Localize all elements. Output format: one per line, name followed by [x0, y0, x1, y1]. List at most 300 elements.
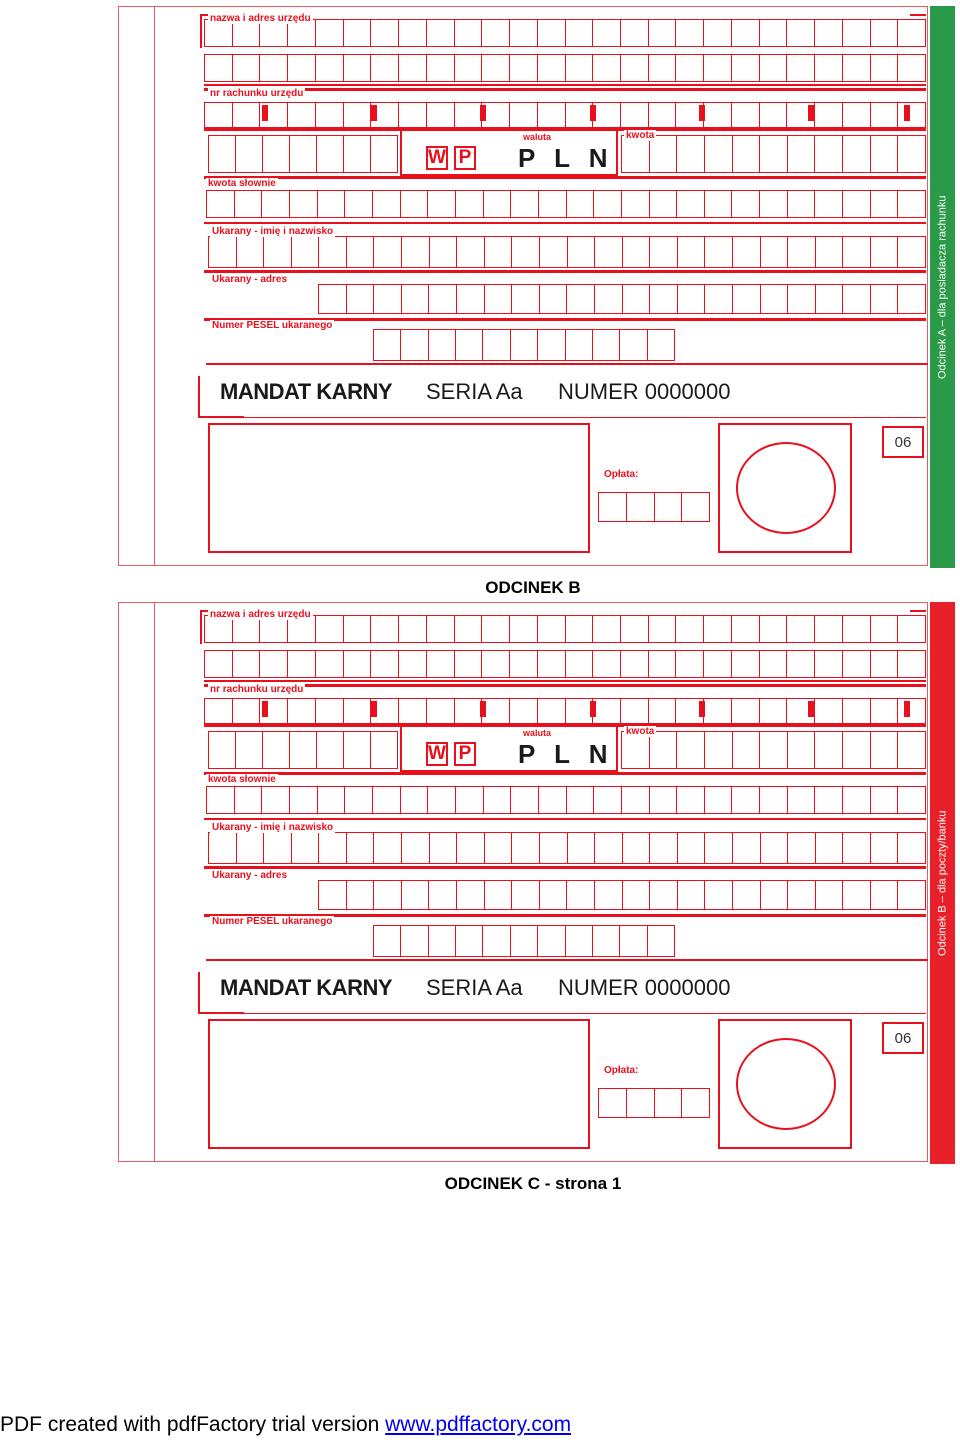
char-cell[interactable]: [540, 236, 568, 268]
char-cell[interactable]: [787, 615, 815, 643]
char-cell[interactable]: [843, 284, 871, 314]
char-cell[interactable]: [594, 190, 622, 218]
char-cell[interactable]: [733, 284, 761, 314]
char-cell[interactable]: [260, 54, 288, 82]
char-cell[interactable]: [733, 731, 761, 769]
char-cell[interactable]: [898, 135, 926, 173]
char-cell[interactable]: [264, 832, 292, 864]
char-cell[interactable]: [567, 190, 595, 218]
char-cell[interactable]: [290, 190, 318, 218]
char-cell[interactable]: [649, 615, 677, 643]
char-cell[interactable]: [898, 19, 926, 47]
char-cell[interactable]: [593, 54, 621, 82]
char-cell[interactable]: [206, 786, 235, 814]
char-cell[interactable]: [427, 54, 455, 82]
char-cell[interactable]: [347, 236, 375, 268]
char-cell[interactable]: [317, 135, 344, 173]
char-cell[interactable]: [485, 284, 513, 314]
char-cell[interactable]: [510, 54, 538, 82]
char-cell[interactable]: [761, 880, 789, 910]
char-cell[interactable]: [456, 190, 484, 218]
char-cell[interactable]: [788, 135, 816, 173]
char-cell[interactable]: [292, 236, 320, 268]
char-cell[interactable]: [678, 236, 706, 268]
char-cell[interactable]: [595, 284, 623, 314]
char-cell[interactable]: [705, 731, 733, 769]
char-cell[interactable]: [566, 615, 594, 643]
char-cell[interactable]: [316, 698, 344, 724]
char-cell[interactable]: [843, 19, 871, 47]
char-cell[interactable]: [510, 650, 538, 678]
char-cell[interactable]: [732, 786, 760, 814]
char-cell[interactable]: [871, 19, 899, 47]
char-cell[interactable]: [538, 54, 566, 82]
char-cell[interactable]: [206, 190, 235, 218]
char-cell[interactable]: [898, 786, 926, 814]
char-cell[interactable]: [457, 284, 485, 314]
char-cell[interactable]: [457, 832, 485, 864]
char-cell[interactable]: [374, 880, 402, 910]
char-cell[interactable]: [483, 925, 510, 957]
char-cell[interactable]: [676, 615, 704, 643]
char-cell[interactable]: [318, 190, 346, 218]
char-cell[interactable]: [428, 190, 456, 218]
char-cell[interactable]: [371, 615, 399, 643]
char-cell[interactable]: [427, 698, 455, 724]
char-cell[interactable]: [705, 284, 733, 314]
char-cell[interactable]: [428, 786, 456, 814]
char-cell[interactable]: [593, 19, 621, 47]
char-cell[interactable]: [621, 102, 649, 128]
char-cell[interactable]: [649, 19, 677, 47]
char-cell[interactable]: [871, 786, 899, 814]
footer-link[interactable]: www.pdffactory.com: [385, 1413, 572, 1436]
char-cell[interactable]: [621, 54, 649, 82]
amount-row[interactable]: [621, 135, 926, 173]
char-cell[interactable]: [237, 832, 265, 864]
char-cell[interactable]: [288, 698, 316, 724]
char-cell[interactable]: [815, 19, 843, 47]
char-cell[interactable]: [788, 786, 816, 814]
fee-row[interactable]: [598, 1088, 710, 1118]
char-cell[interactable]: [566, 650, 594, 678]
char-cell[interactable]: [427, 102, 455, 128]
char-cell[interactable]: [733, 880, 761, 910]
char-cell[interactable]: [898, 880, 926, 910]
char-cell[interactable]: [429, 329, 456, 361]
char-cell[interactable]: [482, 698, 510, 724]
char-cell[interactable]: [344, 650, 372, 678]
char-cell[interactable]: [399, 698, 427, 724]
char-cell[interactable]: [898, 832, 926, 864]
char-cell[interactable]: [233, 698, 261, 724]
char-cell[interactable]: [345, 190, 373, 218]
char-cell[interactable]: [655, 1088, 683, 1118]
char-cell[interactable]: [399, 615, 427, 643]
char-cell[interactable]: [236, 731, 263, 769]
char-cell[interactable]: [399, 650, 427, 678]
char-cell[interactable]: [482, 615, 510, 643]
char-cell[interactable]: [347, 284, 375, 314]
char-cell[interactable]: [482, 19, 510, 47]
char-cell[interactable]: [871, 832, 899, 864]
char-cell[interactable]: [621, 650, 649, 678]
char-cell[interactable]: [682, 492, 710, 522]
char-cell[interactable]: [705, 190, 733, 218]
char-cell[interactable]: [761, 832, 789, 864]
char-cell[interactable]: [623, 236, 651, 268]
char-cell[interactable]: [620, 925, 647, 957]
char-cell[interactable]: [733, 832, 761, 864]
char-cell[interactable]: [815, 190, 843, 218]
char-cell[interactable]: [485, 236, 513, 268]
char-cell[interactable]: [344, 19, 372, 47]
char-cell[interactable]: [620, 329, 647, 361]
char-cell[interactable]: [732, 102, 760, 128]
char-cell[interactable]: [676, 650, 704, 678]
char-cell[interactable]: [595, 236, 623, 268]
char-cell[interactable]: [655, 492, 683, 522]
char-cell[interactable]: [593, 102, 621, 128]
char-cell[interactable]: [815, 786, 843, 814]
char-cell[interactable]: [815, 615, 843, 643]
char-cell[interactable]: [319, 832, 347, 864]
char-cell[interactable]: [733, 135, 761, 173]
char-cell[interactable]: [650, 880, 678, 910]
char-cell[interactable]: [760, 731, 788, 769]
amount-words-row[interactable]: [206, 786, 926, 814]
char-cell[interactable]: [704, 19, 732, 47]
char-cell[interactable]: [843, 236, 871, 268]
char-cell[interactable]: [871, 615, 899, 643]
char-cell[interactable]: [482, 54, 510, 82]
char-cell[interactable]: [593, 925, 620, 957]
char-cell[interactable]: [898, 731, 926, 769]
char-cell[interactable]: [344, 615, 372, 643]
char-cell[interactable]: [871, 236, 899, 268]
char-cell[interactable]: [538, 650, 566, 678]
char-cell[interactable]: [374, 236, 402, 268]
amount-words-row[interactable]: [206, 190, 926, 218]
char-cell[interactable]: [871, 284, 899, 314]
char-cell[interactable]: [401, 786, 429, 814]
char-cell[interactable]: [204, 54, 233, 82]
char-cell[interactable]: [678, 284, 706, 314]
char-cell[interactable]: [704, 54, 732, 82]
char-cell[interactable]: [538, 698, 566, 724]
char-cell[interactable]: [538, 925, 565, 957]
char-cell[interactable]: [705, 236, 733, 268]
char-cell[interactable]: [566, 54, 594, 82]
char-cell[interactable]: [290, 731, 317, 769]
account-prefix-row[interactable]: [208, 135, 398, 173]
char-cell[interactable]: [347, 880, 375, 910]
char-cell[interactable]: [208, 832, 237, 864]
char-cell[interactable]: [371, 135, 398, 173]
char-cell[interactable]: [788, 284, 816, 314]
char-cell[interactable]: [816, 832, 844, 864]
char-cell[interactable]: [677, 786, 705, 814]
address-row[interactable]: [318, 880, 926, 910]
char-cell[interactable]: [290, 786, 318, 814]
char-cell[interactable]: [373, 190, 401, 218]
char-cell[interactable]: [566, 925, 593, 957]
char-cell[interactable]: [621, 698, 649, 724]
char-cell[interactable]: [760, 102, 788, 128]
char-cell[interactable]: [649, 54, 677, 82]
char-cell[interactable]: [512, 284, 540, 314]
char-cell[interactable]: [788, 880, 816, 910]
char-cell[interactable]: [649, 102, 677, 128]
char-cell[interactable]: [510, 102, 538, 128]
char-cell[interactable]: [208, 135, 236, 173]
char-cell[interactable]: [344, 135, 371, 173]
char-cell[interactable]: [650, 236, 678, 268]
char-cell[interactable]: [427, 19, 455, 47]
char-cell[interactable]: [648, 925, 675, 957]
char-cell[interactable]: [455, 650, 483, 678]
char-cell[interactable]: [233, 54, 261, 82]
name-row[interactable]: [208, 832, 926, 864]
char-cell[interactable]: [705, 832, 733, 864]
char-cell[interactable]: [627, 492, 655, 522]
char-cell[interactable]: [512, 880, 540, 910]
char-cell[interactable]: [512, 832, 540, 864]
char-cell[interactable]: [871, 731, 899, 769]
char-cell[interactable]: [288, 102, 316, 128]
char-cell[interactable]: [402, 832, 430, 864]
char-cell[interactable]: [262, 786, 290, 814]
char-cell[interactable]: [650, 284, 678, 314]
char-cell[interactable]: [898, 190, 926, 218]
char-cell[interactable]: [760, 54, 788, 82]
char-cell[interactable]: [263, 731, 290, 769]
char-cell[interactable]: [373, 925, 401, 957]
char-cell[interactable]: [204, 698, 233, 724]
char-cell[interactable]: [538, 19, 566, 47]
char-cell[interactable]: [682, 1088, 710, 1118]
char-cell[interactable]: [649, 650, 677, 678]
char-cell[interactable]: [760, 615, 788, 643]
char-cell[interactable]: [317, 731, 344, 769]
char-cell[interactable]: [318, 880, 347, 910]
char-cell[interactable]: [566, 19, 594, 47]
char-cell[interactable]: [401, 925, 428, 957]
char-cell[interactable]: [898, 650, 926, 678]
char-cell[interactable]: [787, 19, 815, 47]
char-cell[interactable]: [455, 102, 483, 128]
char-cell[interactable]: [732, 650, 760, 678]
char-cell[interactable]: [704, 102, 732, 128]
char-cell[interactable]: [430, 832, 458, 864]
char-cell[interactable]: [627, 1088, 655, 1118]
char-cell[interactable]: [623, 832, 651, 864]
char-cell[interactable]: [538, 102, 566, 128]
char-cell[interactable]: [568, 832, 596, 864]
char-cell[interactable]: [843, 102, 871, 128]
pesel-row[interactable]: [373, 329, 675, 361]
char-cell[interactable]: [760, 650, 788, 678]
char-cell[interactable]: [485, 880, 513, 910]
char-cell[interactable]: [843, 731, 871, 769]
char-cell[interactable]: [204, 650, 233, 678]
char-cell[interactable]: [760, 786, 788, 814]
char-cell[interactable]: [648, 329, 675, 361]
char-cell[interactable]: [262, 190, 290, 218]
char-cell[interactable]: [598, 1088, 627, 1118]
char-cell[interactable]: [598, 492, 627, 522]
char-cell[interactable]: [374, 284, 402, 314]
char-cell[interactable]: [704, 698, 732, 724]
char-cell[interactable]: [621, 615, 649, 643]
char-cell[interactable]: [371, 650, 399, 678]
char-cell[interactable]: [511, 786, 539, 814]
char-cell[interactable]: [816, 880, 844, 910]
char-cell[interactable]: [345, 786, 373, 814]
char-cell[interactable]: [208, 236, 237, 268]
char-cell[interactable]: [402, 284, 430, 314]
office-row-2[interactable]: [204, 54, 926, 82]
char-cell[interactable]: [511, 190, 539, 218]
char-cell[interactable]: [511, 329, 538, 361]
char-cell[interactable]: [567, 284, 595, 314]
name-row[interactable]: [208, 236, 926, 268]
char-cell[interactable]: [650, 190, 678, 218]
char-cell[interactable]: [399, 19, 427, 47]
char-cell[interactable]: [593, 650, 621, 678]
char-cell[interactable]: [704, 615, 732, 643]
char-cell[interactable]: [677, 731, 705, 769]
char-cell[interactable]: [482, 650, 510, 678]
char-cell[interactable]: [593, 615, 621, 643]
char-cell[interactable]: [678, 880, 706, 910]
char-cell[interactable]: [788, 832, 816, 864]
char-cell[interactable]: [733, 236, 761, 268]
char-cell[interactable]: [760, 135, 788, 173]
char-cell[interactable]: [235, 190, 263, 218]
char-cell[interactable]: [455, 615, 483, 643]
char-cell[interactable]: [288, 650, 316, 678]
char-cell[interactable]: [788, 190, 816, 218]
char-cell[interactable]: [898, 615, 926, 643]
char-cell[interactable]: [511, 925, 538, 957]
char-cell[interactable]: [843, 54, 871, 82]
char-cell[interactable]: [595, 832, 623, 864]
char-cell[interactable]: [455, 54, 483, 82]
char-cell[interactable]: [871, 880, 899, 910]
char-cell[interactable]: [236, 135, 263, 173]
char-cell[interactable]: [788, 236, 816, 268]
char-cell[interactable]: [457, 236, 485, 268]
char-cell[interactable]: [760, 19, 788, 47]
char-cell[interactable]: [871, 698, 899, 724]
account-prefix-row[interactable]: [208, 731, 398, 769]
char-cell[interactable]: [678, 832, 706, 864]
char-cell[interactable]: [430, 236, 458, 268]
char-cell[interactable]: [815, 698, 843, 724]
char-cell[interactable]: [843, 832, 871, 864]
char-cell[interactable]: [843, 880, 871, 910]
char-cell[interactable]: [898, 102, 926, 128]
char-cell[interactable]: [344, 731, 371, 769]
char-cell[interactable]: [484, 786, 512, 814]
char-cell[interactable]: [402, 236, 430, 268]
char-cell[interactable]: [371, 19, 399, 47]
char-cell[interactable]: [871, 135, 899, 173]
char-cell[interactable]: [427, 615, 455, 643]
char-cell[interactable]: [871, 650, 899, 678]
char-cell[interactable]: [761, 236, 789, 268]
char-cell[interactable]: [429, 880, 457, 910]
char-cell[interactable]: [676, 19, 704, 47]
char-cell[interactable]: [455, 19, 483, 47]
char-cell[interactable]: [676, 54, 704, 82]
char-cell[interactable]: [732, 190, 760, 218]
char-cell[interactable]: [540, 284, 568, 314]
char-cell[interactable]: [622, 190, 650, 218]
char-cell[interactable]: [538, 329, 565, 361]
char-cell[interactable]: [371, 54, 399, 82]
char-cell[interactable]: [871, 102, 899, 128]
char-cell[interactable]: [732, 54, 760, 82]
char-cell[interactable]: [456, 786, 484, 814]
notes-box[interactable]: [208, 1019, 590, 1149]
char-cell[interactable]: [843, 615, 871, 643]
char-cell[interactable]: [538, 615, 566, 643]
char-cell[interactable]: [788, 731, 816, 769]
char-cell[interactable]: [760, 698, 788, 724]
pesel-row[interactable]: [373, 925, 675, 957]
char-cell[interactable]: [843, 190, 871, 218]
char-cell[interactable]: [401, 190, 429, 218]
char-cell[interactable]: [622, 786, 650, 814]
char-cell[interactable]: [815, 54, 843, 82]
char-cell[interactable]: [540, 880, 568, 910]
char-cell[interactable]: [898, 284, 926, 314]
char-cell[interactable]: [316, 615, 344, 643]
char-cell[interactable]: [290, 135, 317, 173]
char-cell[interactable]: [815, 650, 843, 678]
char-cell[interactable]: [456, 329, 483, 361]
char-cell[interactable]: [595, 880, 623, 910]
char-cell[interactable]: [510, 698, 538, 724]
char-cell[interactable]: [260, 650, 288, 678]
char-cell[interactable]: [593, 698, 621, 724]
char-cell[interactable]: [567, 786, 595, 814]
char-cell[interactable]: [787, 650, 815, 678]
char-cell[interactable]: [623, 284, 651, 314]
char-cell[interactable]: [898, 236, 926, 268]
char-cell[interactable]: [318, 786, 346, 814]
char-cell[interactable]: [593, 329, 620, 361]
char-cell[interactable]: [871, 190, 899, 218]
char-cell[interactable]: [371, 731, 398, 769]
char-cell[interactable]: [843, 650, 871, 678]
char-cell[interactable]: [427, 650, 455, 678]
char-cell[interactable]: [483, 329, 510, 361]
char-cell[interactable]: [843, 135, 871, 173]
char-cell[interactable]: [237, 236, 265, 268]
char-cell[interactable]: [344, 698, 372, 724]
char-cell[interactable]: [787, 54, 815, 82]
char-cell[interactable]: [235, 786, 263, 814]
char-cell[interactable]: [705, 880, 733, 910]
char-cell[interactable]: [484, 190, 512, 218]
char-cell[interactable]: [204, 102, 233, 128]
char-cell[interactable]: [373, 329, 401, 361]
char-cell[interactable]: [482, 102, 510, 128]
char-cell[interactable]: [485, 832, 513, 864]
